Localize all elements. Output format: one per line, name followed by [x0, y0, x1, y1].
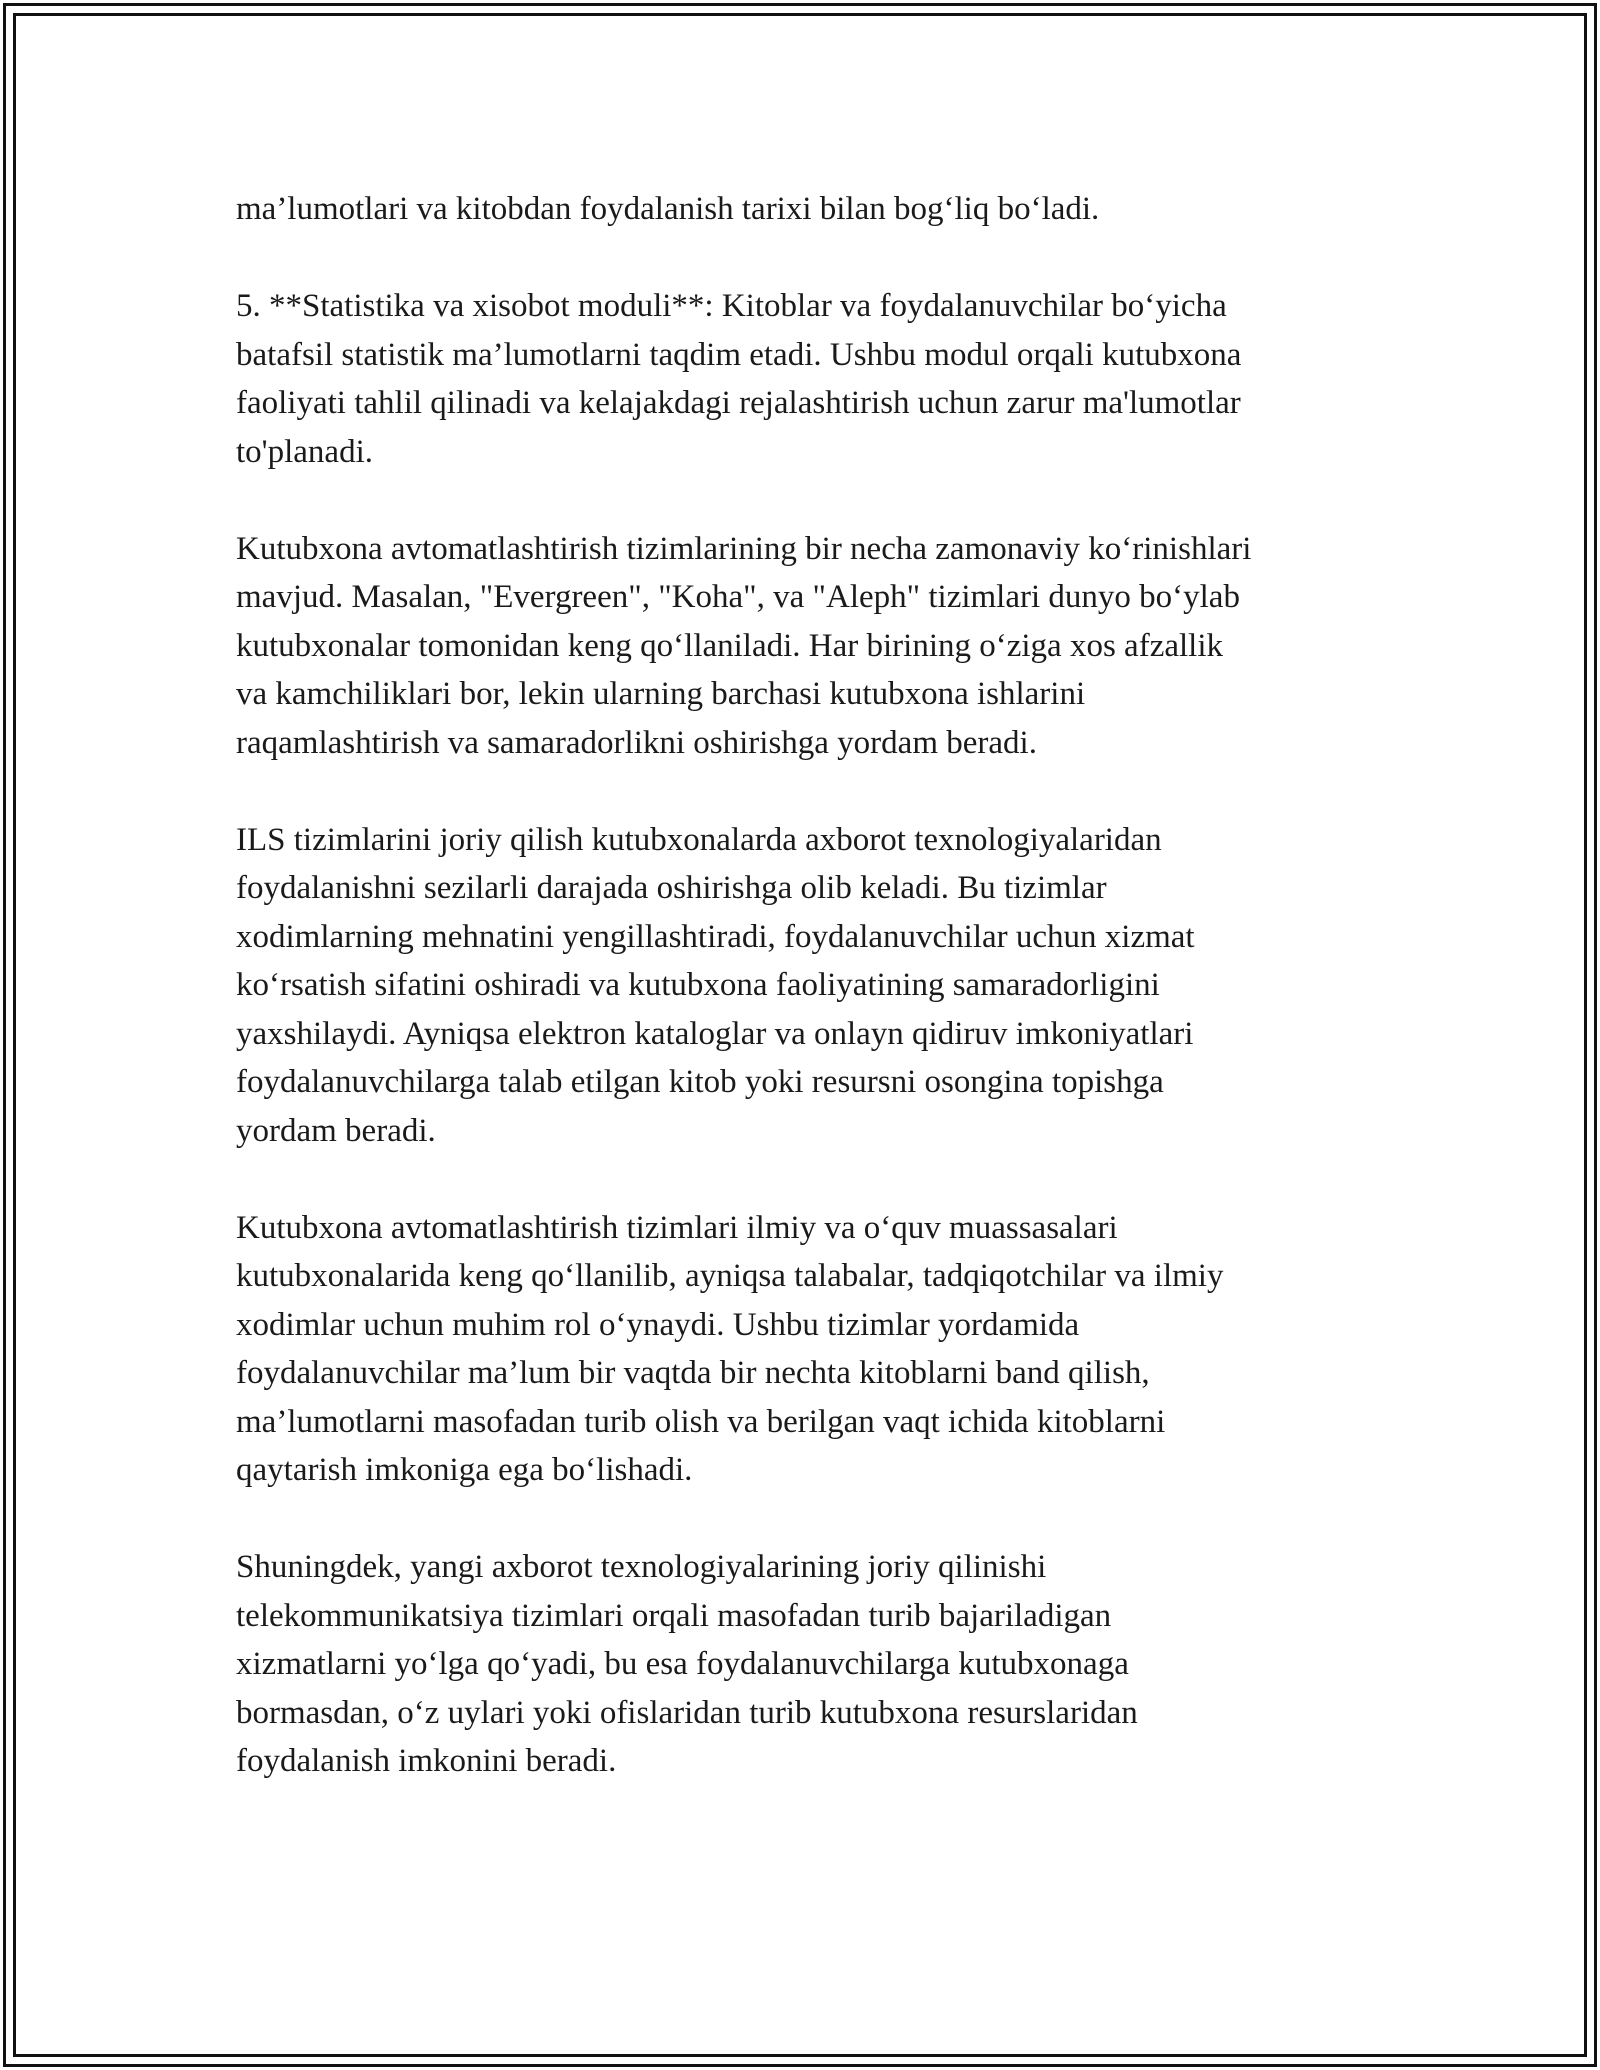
paragraph-academic-libraries: Kutubxona avtomatlashtirish tizimlari ilmiy va o‘quv muassasalari kutubxonalarida keng qo‘llanilib, ayniqsa talabalar, tadqiqotchilar va ilmiy xodimlar uchun muhim rol o‘ynaydi. Ushbu tizimlar yordamida foydalanuvchilar ma’lum bir vaqtda bir nechta kitoblarni band qilish, ma’lumotlarni masofadan turib olish va berilgan vaqt ichida kitoblarni qaytarish imkoniga ega bo‘lishadi. [236, 1209, 1224, 1488]
paragraph-modern-systems: Kutubxona avtomatlashtirish tizimlarining bir necha zamonaviy ko‘rinishlari mavjud. Masalan, "Evergreen", "Koha", va "Aleph" tizimlari dunyo bo‘ylab kutubxonalar tomonidan keng qo‘llaniladi. Har birining o‘ziga xos afzallik va kamchiliklari bor, lekin ularning barchasi kutubxona ishlarini raqamlashtirish va samaradorlikni oshirishga yordam beradi. [236, 530, 1252, 761]
document-body [236, 185, 1376, 1786]
paragraph-ils-implementation: ILS tizimlarini joriy qilish kutubxonalarda axborot texnologiyalaridan foydalanishni sezilarli darajada oshirishga olib keladi. Bu tizimlar xodimlarning mehnatini yengillashtiradi, foydalanuvchilar uchun xizmat ko‘rsatish sifatini oshiradi va kutubxona faoliyatining samaradorligini yaxshilaydi. Ayniqsa elektron kataloglar va onlayn qidiruv imkoniyatlari foydalanuvchilarga talab etilgan kitob yoki resursni osongina topishga yordam beradi. [236, 821, 1195, 1149]
paragraph-statistics-module: 5. **Statistika va xisobot moduli**: Kitoblar va foydalanuvchilar bo‘yicha batafsil statistik ma’lumotlarni taqdim etadi. Ushbu modul orqali kutubxona faoliyati tahlil qilinadi va kelajakdagi rejalashtirish uchun zarur ma'lumotlar to'planadi. [236, 288, 1242, 470]
paragraph-continuation: ma’lumotlari va kitobdan foydalanish tarixi bilan bog‘liq bo‘ladi. [236, 191, 1100, 227]
paragraph-remote-services: Shuningdek, yangi axborot texnologiyalarining joriy qilinishi telekommunikatsiya tizimlari orqali masofadan turib bajariladigan xizmatlarni yo‘lga qo‘yadi, bu esa foydalanuvchilarga kutubxonaga bormasdan, o‘z uylari yoki ofislaridan turib kutubxona resurslaridan foydalanish imkonini beradi. [236, 1549, 1138, 1779]
